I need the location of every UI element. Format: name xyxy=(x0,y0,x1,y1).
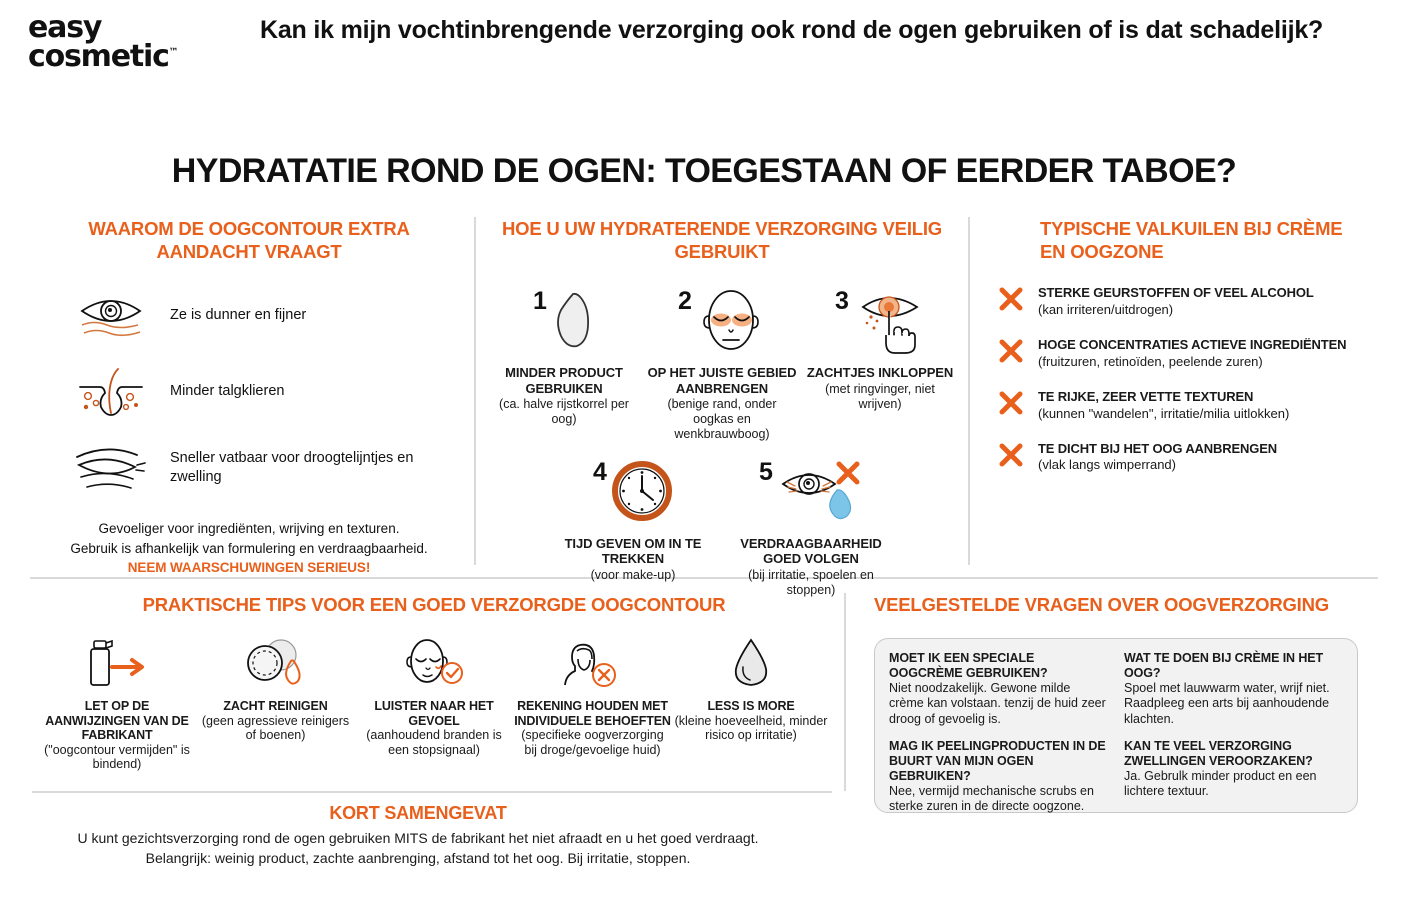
tip-item xyxy=(514,638,672,772)
faq-item xyxy=(1124,739,1343,800)
pitfall-item xyxy=(998,337,1364,370)
tip-sub: (specifieke oogverzorging bij droge/gevoelige huid) xyxy=(521,728,664,757)
step-visual xyxy=(488,285,640,361)
note-line-2: Gebruik is afhankelijk van formulering en verdraagbaarheid. xyxy=(70,540,428,556)
pitfall-title: TE DICHT BIJ HET OOG AANBRENGEN xyxy=(1038,440,1277,456)
tips-section xyxy=(24,593,844,791)
steps-row-1 xyxy=(488,285,956,442)
x-mark-icon xyxy=(998,285,1024,317)
reason-text: Minder talgklieren xyxy=(170,383,285,400)
faq-answer: Niet noodzakelijk. Gewone milde crème kan volstaan. tenzij de huid zeer droog of gevoelig is. xyxy=(889,681,1106,726)
face-eye-area-icon xyxy=(696,284,766,363)
summary-line-1: U kunt gezichtsverzorging rond de ogen gebruiken MITS de fabrikant het niet afraadt en u het goed verdraagt. xyxy=(77,830,759,846)
tip-title: LET OP DE AANWIJZINGEN VAN DE FABRIKANT xyxy=(45,699,189,743)
tip-visual xyxy=(514,638,672,692)
irritated-eye-water-drop-icon xyxy=(777,456,863,531)
pitfall-sub: (vlak langs wimperrand) xyxy=(1038,457,1176,473)
summary-heading: KORT SAMENGEVAT xyxy=(329,803,507,823)
pitfall-item xyxy=(998,389,1364,422)
pitfall-title: STERKE GEURSTOFFEN OF VEEL ALCOHOL xyxy=(1038,285,1314,301)
step-title: MINDER PRODUCT GEBRUIKEN xyxy=(505,365,623,396)
step-visual xyxy=(735,456,887,532)
faq-column-left xyxy=(889,651,1108,814)
pitfall-sub: (kunnen "wandelen", irritatie/milia uitlokken) xyxy=(1038,405,1290,421)
faq-box xyxy=(874,638,1358,813)
step-item xyxy=(488,285,640,442)
reason-row xyxy=(72,437,456,499)
faq-question: MAG IK PEELINGPRODUCTEN IN DE BUURT VAN MIJN OGEN GEBRUIKEN? xyxy=(889,738,1106,783)
note-warning: NEEM WAARSCHUWINGEN SERIEUS! xyxy=(127,560,371,576)
steps-row-2 xyxy=(488,456,956,598)
brand-line2: cosmetic xyxy=(28,38,169,74)
summary-line-2: Belangrijk: weinig product, zachte aanbrenging, afstand tot het oog. Bij irritatie, stoppen. xyxy=(145,850,691,867)
step-title: TIJD GEVEN OM IN TE TREKKEN xyxy=(564,535,702,567)
step-title: ZACHTJES INKLOPPEN xyxy=(806,365,954,381)
sebaceous-gland-icon xyxy=(72,363,150,421)
step-title: VERDRAAGBAARHEID GOED VOLGEN xyxy=(740,535,882,567)
column-why-eye-contour xyxy=(24,217,474,576)
tip-title: LUISTER NAAR HET GEVOEL xyxy=(374,699,494,728)
step-visual xyxy=(557,456,709,532)
section-heading-why: WAAROM DE OOGCONTOUR EXTRA AANDACHT VRAAGT xyxy=(88,218,410,263)
tip-sub: (aanhoudend branden is een stopsignaal) xyxy=(366,728,502,757)
faq-column-right xyxy=(1124,651,1343,798)
brand-line1: easy xyxy=(28,10,102,45)
faq-question: WAT TE DOEN BIJ CRÈME IN HET OOG? xyxy=(1124,651,1324,681)
eye-wrinkles-icon xyxy=(72,287,150,345)
faq-section xyxy=(844,593,1364,814)
trademark-mark: ™ xyxy=(168,46,179,58)
step-number: 2 xyxy=(678,287,692,316)
tip-visual xyxy=(672,638,830,692)
step-item xyxy=(646,285,798,442)
step-sub: (ca. halve rijstkorrel per oog) xyxy=(499,396,629,426)
tip-sub: (kleine hoeveelheid, minder risico op irritatie) xyxy=(674,713,828,743)
reason-row xyxy=(72,361,456,423)
tip-title: ZACHT REINIGEN xyxy=(223,699,328,714)
eye-swelling-icon xyxy=(72,439,150,497)
tip-visual xyxy=(355,638,513,692)
step-visual xyxy=(646,285,798,361)
tip-title: REKENING HOUDEN MET INDIVIDUELE BEHOEFTEN xyxy=(514,699,671,728)
step-item xyxy=(735,456,887,598)
page-title: Kan ik mijn vochtinbrengende verzorging ook rond de ogen gebruiken of is dat schadelijk? xyxy=(260,16,1324,44)
brand-logo xyxy=(0,10,260,74)
section-heading-how: HOE U UW HYDRATERENDE VERZORGING VEILIG GEBRUIKT xyxy=(502,218,942,263)
pitfall-sub: (fruitzuren, retinoïden, peelende zuren) xyxy=(1038,353,1263,369)
reason-row xyxy=(72,285,456,347)
cotton-pad-drop-icon xyxy=(243,637,309,694)
reason-text: Sneller vatbaar voor droogtelijntjes en zwelling xyxy=(170,449,414,486)
section-heading-faq: VEELGESTELDE VRAGEN OVER OOGVERZORGING xyxy=(874,594,1329,615)
left-column-note xyxy=(42,519,456,578)
summary-section xyxy=(0,793,836,869)
reason-text: Ze is dunner en fijner xyxy=(170,307,307,324)
step-item xyxy=(557,456,709,598)
step-visual xyxy=(804,285,956,361)
x-mark-icon xyxy=(998,441,1024,473)
faq-question: KAN TE VEEL VERZORGING ZWELLINGEN VEROORZAKEN? xyxy=(1124,738,1313,768)
tip-title: LESS IS MORE xyxy=(707,699,795,714)
pitfall-item xyxy=(998,285,1364,318)
step-sub: (benige rand, onder oogkas en wenkbrauwboog) xyxy=(667,396,777,441)
faq-question: MOET IK EEN SPECIALE OOGCRÈME GEBRUIKEN? xyxy=(889,651,1048,681)
tip-sub: ("oogcontour vermijden" is bindend) xyxy=(44,742,190,772)
tip-item xyxy=(38,638,196,772)
finger-tap-eye-icon xyxy=(853,285,925,362)
face-check-icon xyxy=(399,637,469,694)
faq-answer: Spoel met lauwwarm water, wrijf niet. Raadpleeg een arts bij aanhoudende klachten. xyxy=(1124,681,1330,726)
tip-item xyxy=(355,638,513,772)
section-heading-tips: PRAKTISCHE TIPS VOOR EEN GOED VERZORGDE OOGCONTOUR xyxy=(142,594,726,615)
faq-item xyxy=(889,651,1108,727)
clock-icon xyxy=(611,460,673,527)
main-heading: HYDRATATIE ROND DE OGEN: TOEGESTAAN OF EERDER TABOE? xyxy=(171,152,1237,190)
x-mark-icon xyxy=(998,337,1024,369)
step-sub: (met ringvinger, niet wrijven) xyxy=(825,381,935,411)
pitfall-sub: (kan irriteren/uitdrogen) xyxy=(1038,301,1174,317)
tip-sub: (geen agressieve reinigers of boenen) xyxy=(201,713,350,743)
step-item xyxy=(804,285,956,442)
tip-visual xyxy=(38,638,196,692)
x-mark-icon xyxy=(998,389,1024,421)
bottle-arrow-icon xyxy=(80,637,154,694)
note-line-1: Gevoeliger voor ingrediënten, wrijving en texturen. xyxy=(98,521,400,537)
header xyxy=(0,0,1408,120)
tip-visual xyxy=(197,638,355,692)
step-number: 3 xyxy=(835,287,849,316)
column-pitfalls xyxy=(970,217,1380,565)
tips-row xyxy=(32,638,836,772)
person-x-icon xyxy=(558,637,628,694)
step-title: OP HET JUISTE GEBIED AANBRENGEN xyxy=(647,365,797,396)
step-sub: (voor make-up) xyxy=(590,567,676,582)
pitfall-title: TE RIJKE, ZEER VETTE TEXTUREN xyxy=(1038,388,1254,404)
water-drop-icon xyxy=(728,637,774,694)
faq-item xyxy=(1124,651,1343,727)
section-heading-pitfalls: TYPISCHE VALKUILEN BIJ CRÈME EN OOGZONE xyxy=(1040,218,1343,263)
faq-item xyxy=(889,739,1108,815)
step-number: 5 xyxy=(759,457,773,486)
pitfall-item xyxy=(998,441,1364,474)
column-how-to-use xyxy=(474,217,970,597)
three-column-section xyxy=(0,197,1408,597)
faq-answer: Nee, vermijd mechanische scrubs en sterke zuren in de directe oogzone. xyxy=(889,783,1094,814)
step-sub: (bij irritatie, spoelen en stoppen) xyxy=(748,567,874,597)
tip-item xyxy=(197,638,355,772)
rice-grain-icon xyxy=(551,288,595,359)
pitfall-title: HOGE CONCENTRATIES ACTIEVE INGREDIËNTEN xyxy=(1038,337,1347,353)
step-number: 1 xyxy=(533,287,547,316)
tip-item xyxy=(672,638,830,772)
faq-answer: Ja. Gebrulk minder product en een lichtere textuur. xyxy=(1124,768,1317,799)
step-number: 4 xyxy=(593,457,607,486)
